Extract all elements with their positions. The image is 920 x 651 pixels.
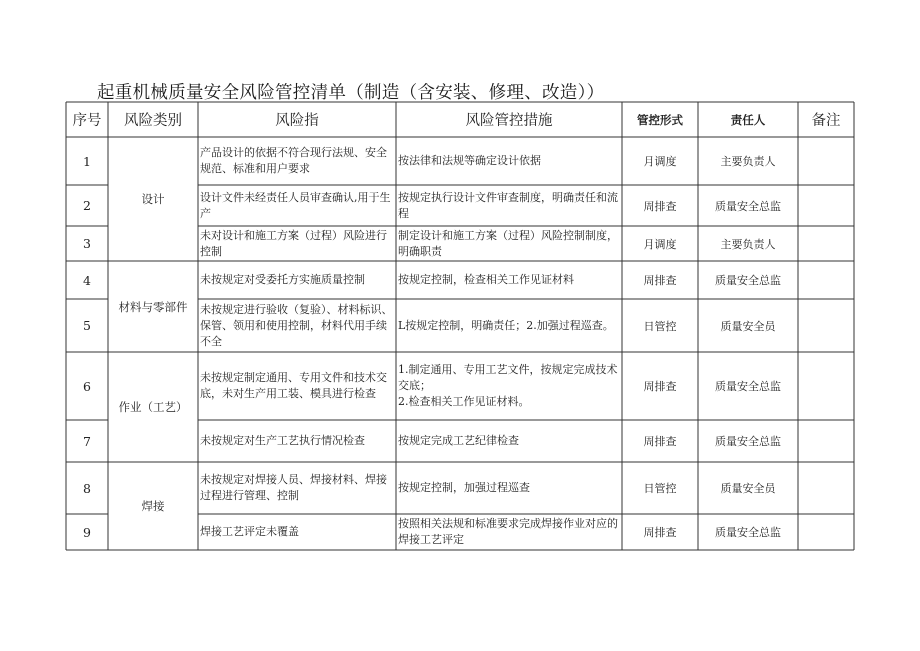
control-form-cell-text: 周排查 xyxy=(643,526,677,539)
control-measure-cell xyxy=(396,420,622,462)
control-measure-cell xyxy=(396,226,622,261)
control-form-cell-text: 月调度 xyxy=(643,237,677,251)
row-index-cell xyxy=(66,514,108,550)
note-cell xyxy=(798,352,854,420)
note-cell xyxy=(798,185,854,226)
owner-cell xyxy=(698,226,798,261)
note-cell xyxy=(798,514,854,550)
header-risk-category-text: 风险类别 xyxy=(124,113,182,129)
note-cell xyxy=(798,462,854,514)
risk-point-cell-text: 产品设计的依据不符合现行法规、安全规范、标准和用户要求 xyxy=(200,146,387,175)
control-form-cell-text: 日管控 xyxy=(643,319,677,333)
risk-point-cell xyxy=(198,514,396,550)
owner-cell-text: 质量安全总监 xyxy=(715,380,781,393)
risk-point-cell-text: 未按规定制定通用、专用文件和技术交底，未对生产用工装、模具进行检查 xyxy=(200,371,387,400)
row-index-cell xyxy=(66,261,108,299)
owner-cell-text: 质量安全总监 xyxy=(715,435,781,448)
row-index-cell-text: 2 xyxy=(83,198,91,213)
control-form-cell xyxy=(622,352,698,420)
owner-cell xyxy=(698,137,798,185)
control-form-cell xyxy=(622,420,698,462)
header-index xyxy=(66,102,108,137)
control-measure-cell-text: L按规定控制，明确责任；2.加强过程巡查。 xyxy=(398,318,614,332)
owner-cell xyxy=(698,185,798,226)
owner-cell-text: 质量安全总监 xyxy=(715,199,781,213)
control-measure-cell-text: 按照相关法规和标准要求完成焊接作业对应的焊接工艺评定 xyxy=(398,517,618,546)
row-index-cell xyxy=(66,352,108,420)
risk-category-cell-text: 材料与零部件 xyxy=(118,299,188,314)
control-form-cell xyxy=(622,299,698,352)
header-note xyxy=(798,102,854,137)
risk-point-cell-text: 未对设计和施工方案（过程）风险进行控制 xyxy=(200,228,387,258)
owner-cell-text: 质量安全总监 xyxy=(715,274,781,287)
note-cell xyxy=(798,261,854,299)
owner-cell-text: 主要负责人 xyxy=(720,155,776,168)
header-control-form xyxy=(622,102,698,137)
risk-category-cell-text: 焊接 xyxy=(141,499,165,513)
owner-cell xyxy=(698,352,798,420)
control-measure-cell-text: 按法律和法规等确定设计依据 xyxy=(398,154,541,167)
risk-category-cell xyxy=(108,261,198,352)
row-index-cell xyxy=(66,226,108,261)
header-risk-category xyxy=(108,102,198,137)
risk-point-cell-text: 未按规定对生产工艺执行情况检查 xyxy=(200,434,365,447)
page-title: 起重机械质量安全风险管控清单（制造（含安装、修理、改造）） xyxy=(97,83,605,103)
owner-cell xyxy=(698,462,798,514)
control-form-cell xyxy=(622,514,698,550)
row-index-cell-text: 9 xyxy=(83,524,91,540)
control-measure-cell xyxy=(396,299,622,352)
control-measure-cell xyxy=(396,352,622,420)
risk-category-cell-text: 设计 xyxy=(141,192,165,206)
control-form-cell-text: 周排查 xyxy=(643,435,677,448)
risk-point-cell xyxy=(198,352,396,420)
risk-point-cell-text: 设计文件未经责任人员审查确认,用于生产 xyxy=(200,190,391,220)
risk-point-cell xyxy=(198,420,396,462)
risk-point-cell-text: 未按规定进行验收（复验）、材料标识、保管、领用和使用控制，材料代用手续不全 xyxy=(200,302,393,348)
owner-cell xyxy=(698,299,798,352)
control-measure-cell xyxy=(396,261,622,299)
control-form-cell xyxy=(622,185,698,226)
row-index-cell xyxy=(66,137,108,185)
control-measure-cell-text: 1.制定通用、专用工艺文件，按规定完成技术交底； 2.检查相关工作见证材料。 xyxy=(398,363,618,408)
control-measure-cell-text: 按规定执行设计文件审查制度，明确责任和流程 xyxy=(398,190,618,220)
risk-point-cell xyxy=(198,226,396,261)
header-note-text: 备注 xyxy=(811,113,841,129)
row-index-cell xyxy=(66,185,108,226)
owner-cell-text: 质量安全员 xyxy=(720,482,776,495)
control-form-cell xyxy=(622,137,698,185)
row-index-cell-text: 3 xyxy=(83,236,91,251)
row-index-cell-text: 7 xyxy=(83,433,91,449)
control-measure-cell xyxy=(396,185,622,226)
owner-cell-text: 质量安全员 xyxy=(720,319,776,333)
row-index-cell-text: 1 xyxy=(83,153,91,169)
control-form-cell-text: 周排查 xyxy=(643,199,677,213)
note-cell xyxy=(798,420,854,462)
owner-cell-text: 主要负责人 xyxy=(720,237,776,251)
header-owner-text: 责任人 xyxy=(730,112,766,127)
risk-category-cell xyxy=(108,137,198,261)
header-risk-point-text: 风险指 xyxy=(275,113,319,129)
control-form-cell xyxy=(622,462,698,514)
row-index-cell-text: 4 xyxy=(83,272,91,288)
risk-category-cell xyxy=(108,462,198,550)
control-measure-cell-text: 按规定完成工艺纪律检查 xyxy=(398,434,519,447)
control-measure-cell xyxy=(396,462,622,514)
header-control-measure-text: 风险管控措施 xyxy=(465,113,553,129)
owner-cell-text: 质量安全总监 xyxy=(715,526,781,539)
control-measure-cell xyxy=(396,514,622,550)
row-index-cell xyxy=(66,420,108,462)
risk-point-cell-text: 焊接工艺评定未覆盖 xyxy=(200,525,299,538)
header-index-text: 序号 xyxy=(72,113,102,129)
header-owner xyxy=(698,102,798,137)
owner-cell xyxy=(698,514,798,550)
header-control-form-text: 管控形式 xyxy=(637,112,683,127)
control-measure-cell-text: 按规定控制，检查相关工作见证材料 xyxy=(398,273,574,286)
control-measure-cell xyxy=(396,137,622,185)
note-cell xyxy=(798,226,854,261)
control-form-cell xyxy=(622,261,698,299)
risk-category-cell xyxy=(108,352,198,462)
risk-category-cell-text: 作业（工艺） xyxy=(118,400,188,414)
control-form-cell-text: 月调度 xyxy=(643,155,677,168)
control-form-cell-text: 日管控 xyxy=(643,482,677,495)
header-control-measure xyxy=(396,102,622,137)
row-index-cell xyxy=(66,462,108,514)
note-cell xyxy=(798,299,854,352)
row-index-cell-text: 8 xyxy=(83,480,91,496)
risk-point-cell xyxy=(198,185,396,226)
row-index-cell xyxy=(66,299,108,352)
row-index-cell-text: 5 xyxy=(83,318,91,333)
control-form-cell-text: 周排查 xyxy=(643,380,677,393)
note-cell xyxy=(798,137,854,185)
owner-cell xyxy=(698,420,798,462)
header-risk-point xyxy=(198,102,396,137)
risk-point-cell xyxy=(198,299,396,352)
row-index-cell-text: 6 xyxy=(83,378,91,394)
control-measure-cell-text: 按规定控制，加强过程巡查 xyxy=(398,481,530,494)
risk-point-cell xyxy=(198,261,396,299)
risk-point-cell xyxy=(198,137,396,185)
risk-point-cell-text: 未按规定对焊接人员、焊接材料、焊接过程进行管理、控制 xyxy=(200,473,387,502)
risk-point-cell-text: 未按规定对受委托方实施质量控制 xyxy=(200,273,365,286)
control-form-cell-text: 周排查 xyxy=(643,274,677,287)
owner-cell xyxy=(698,261,798,299)
risk-point-cell xyxy=(198,462,396,514)
control-measure-cell-text: 制定设计和施工方案（过程）风险控制制度，明确职责 xyxy=(398,228,618,258)
control-form-cell xyxy=(622,226,698,261)
